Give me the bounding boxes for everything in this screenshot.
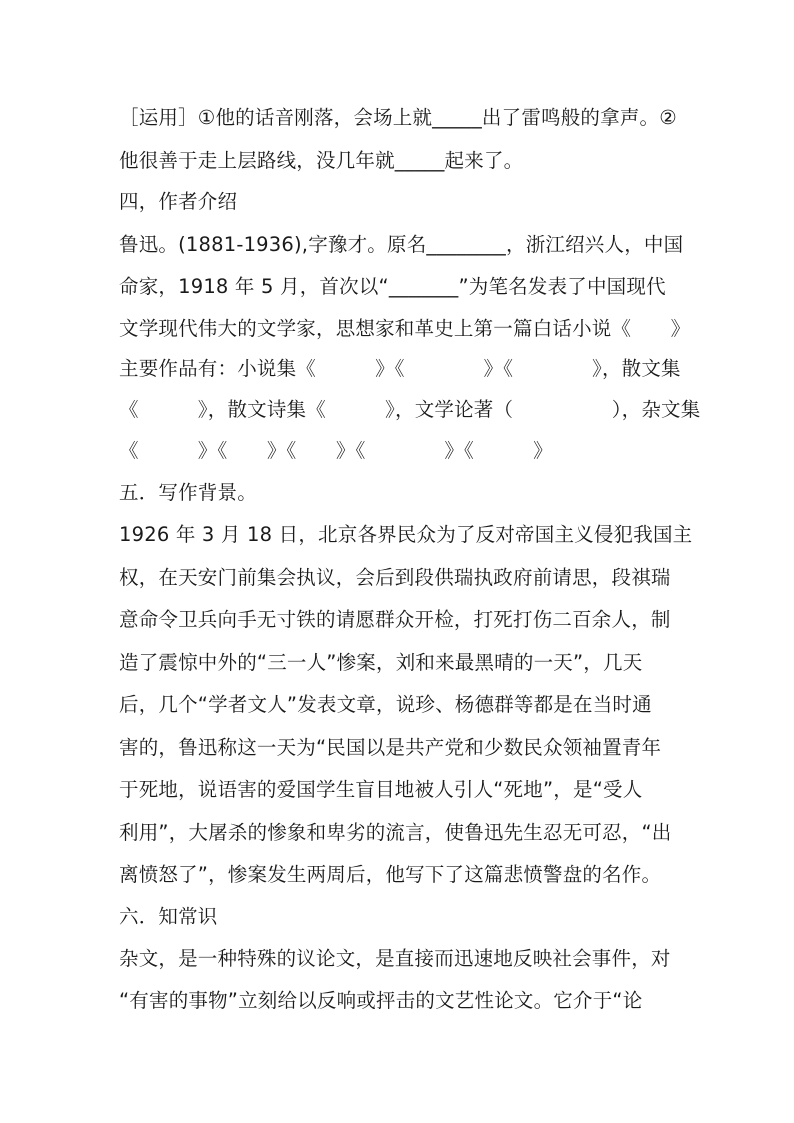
text-line: 后，几个“学者文人”发表文章，说珍、杨德群等都是在当时通 bbox=[119, 693, 652, 716]
section-heading-background: 五．写作背景。 bbox=[119, 481, 257, 504]
text-line: 意命令卫兵向手无寸铁的请愿群众开检，打死打伤二百余人，制 bbox=[119, 608, 671, 631]
text-line: 《 》《 》《 》《 》《 》 bbox=[119, 439, 553, 462]
text-line: 害的，鲁迅称这一天为“民国以是共产党和少数民众领袖置青年 bbox=[119, 736, 662, 759]
text-line: 鲁迅。(1881-1936),字豫才。原名________，浙江绍兴人，中国 bbox=[119, 233, 684, 256]
text-line: 命家，1918 年 5 月，首次以“_______”为笔名发表了中国现代 bbox=[119, 275, 666, 298]
text-line: 离愤怒了”，惨案发生两周后，他写下了这篇悲愤警盘的名作。 bbox=[119, 863, 662, 886]
text-line: 利用”，大屠杀的惨象和卑劣的流言，使鲁迅先生忍无可忍，“出 bbox=[119, 821, 672, 844]
text-line: 他很善于走上层路线，没几年就_____起来了。 bbox=[119, 149, 524, 172]
text-line: 1926 年 3 月 18 日，北京各界民众为了反对帝国主义侵犯我国主 bbox=[119, 523, 693, 546]
text-line: 造了震惊中外的“三一人”惨案，刘和来最黑晴的一天”，几天 bbox=[119, 651, 643, 674]
text-line: 《 》，散文诗集《 》，文学论著（ ），杂文集 bbox=[119, 398, 701, 421]
text-line: 文学现代伟大的文学家，思想家和革史上第一篇白话小说《 》 bbox=[119, 317, 691, 340]
section-heading-knowledge: 六．知常识 bbox=[119, 905, 218, 928]
text-line: 权，在天安门前集会执议，会后到段供瑞执政府前请思，段祺瑞 bbox=[119, 566, 671, 589]
text-line: ［运用］①他的话音刚落，会场上就_____出了雷鸣般的拿声。② bbox=[119, 106, 677, 129]
text-line: 主要作品有：小说集《 》《 》《 》，散文集 bbox=[119, 357, 681, 380]
text-line: 杂文，是一种特殊的议论文，是直接而迅速地反映社会事件，对 bbox=[119, 947, 671, 970]
section-heading-author: 四，作者介绍 bbox=[119, 190, 238, 213]
text-line: “有害的事物”立刻给以反响或抨击的文艺性论文。它介于“论 bbox=[119, 989, 643, 1012]
text-line: 于死地，说语害的爱国学生盲目地被人引人“死地”，是“受人 bbox=[119, 778, 643, 801]
